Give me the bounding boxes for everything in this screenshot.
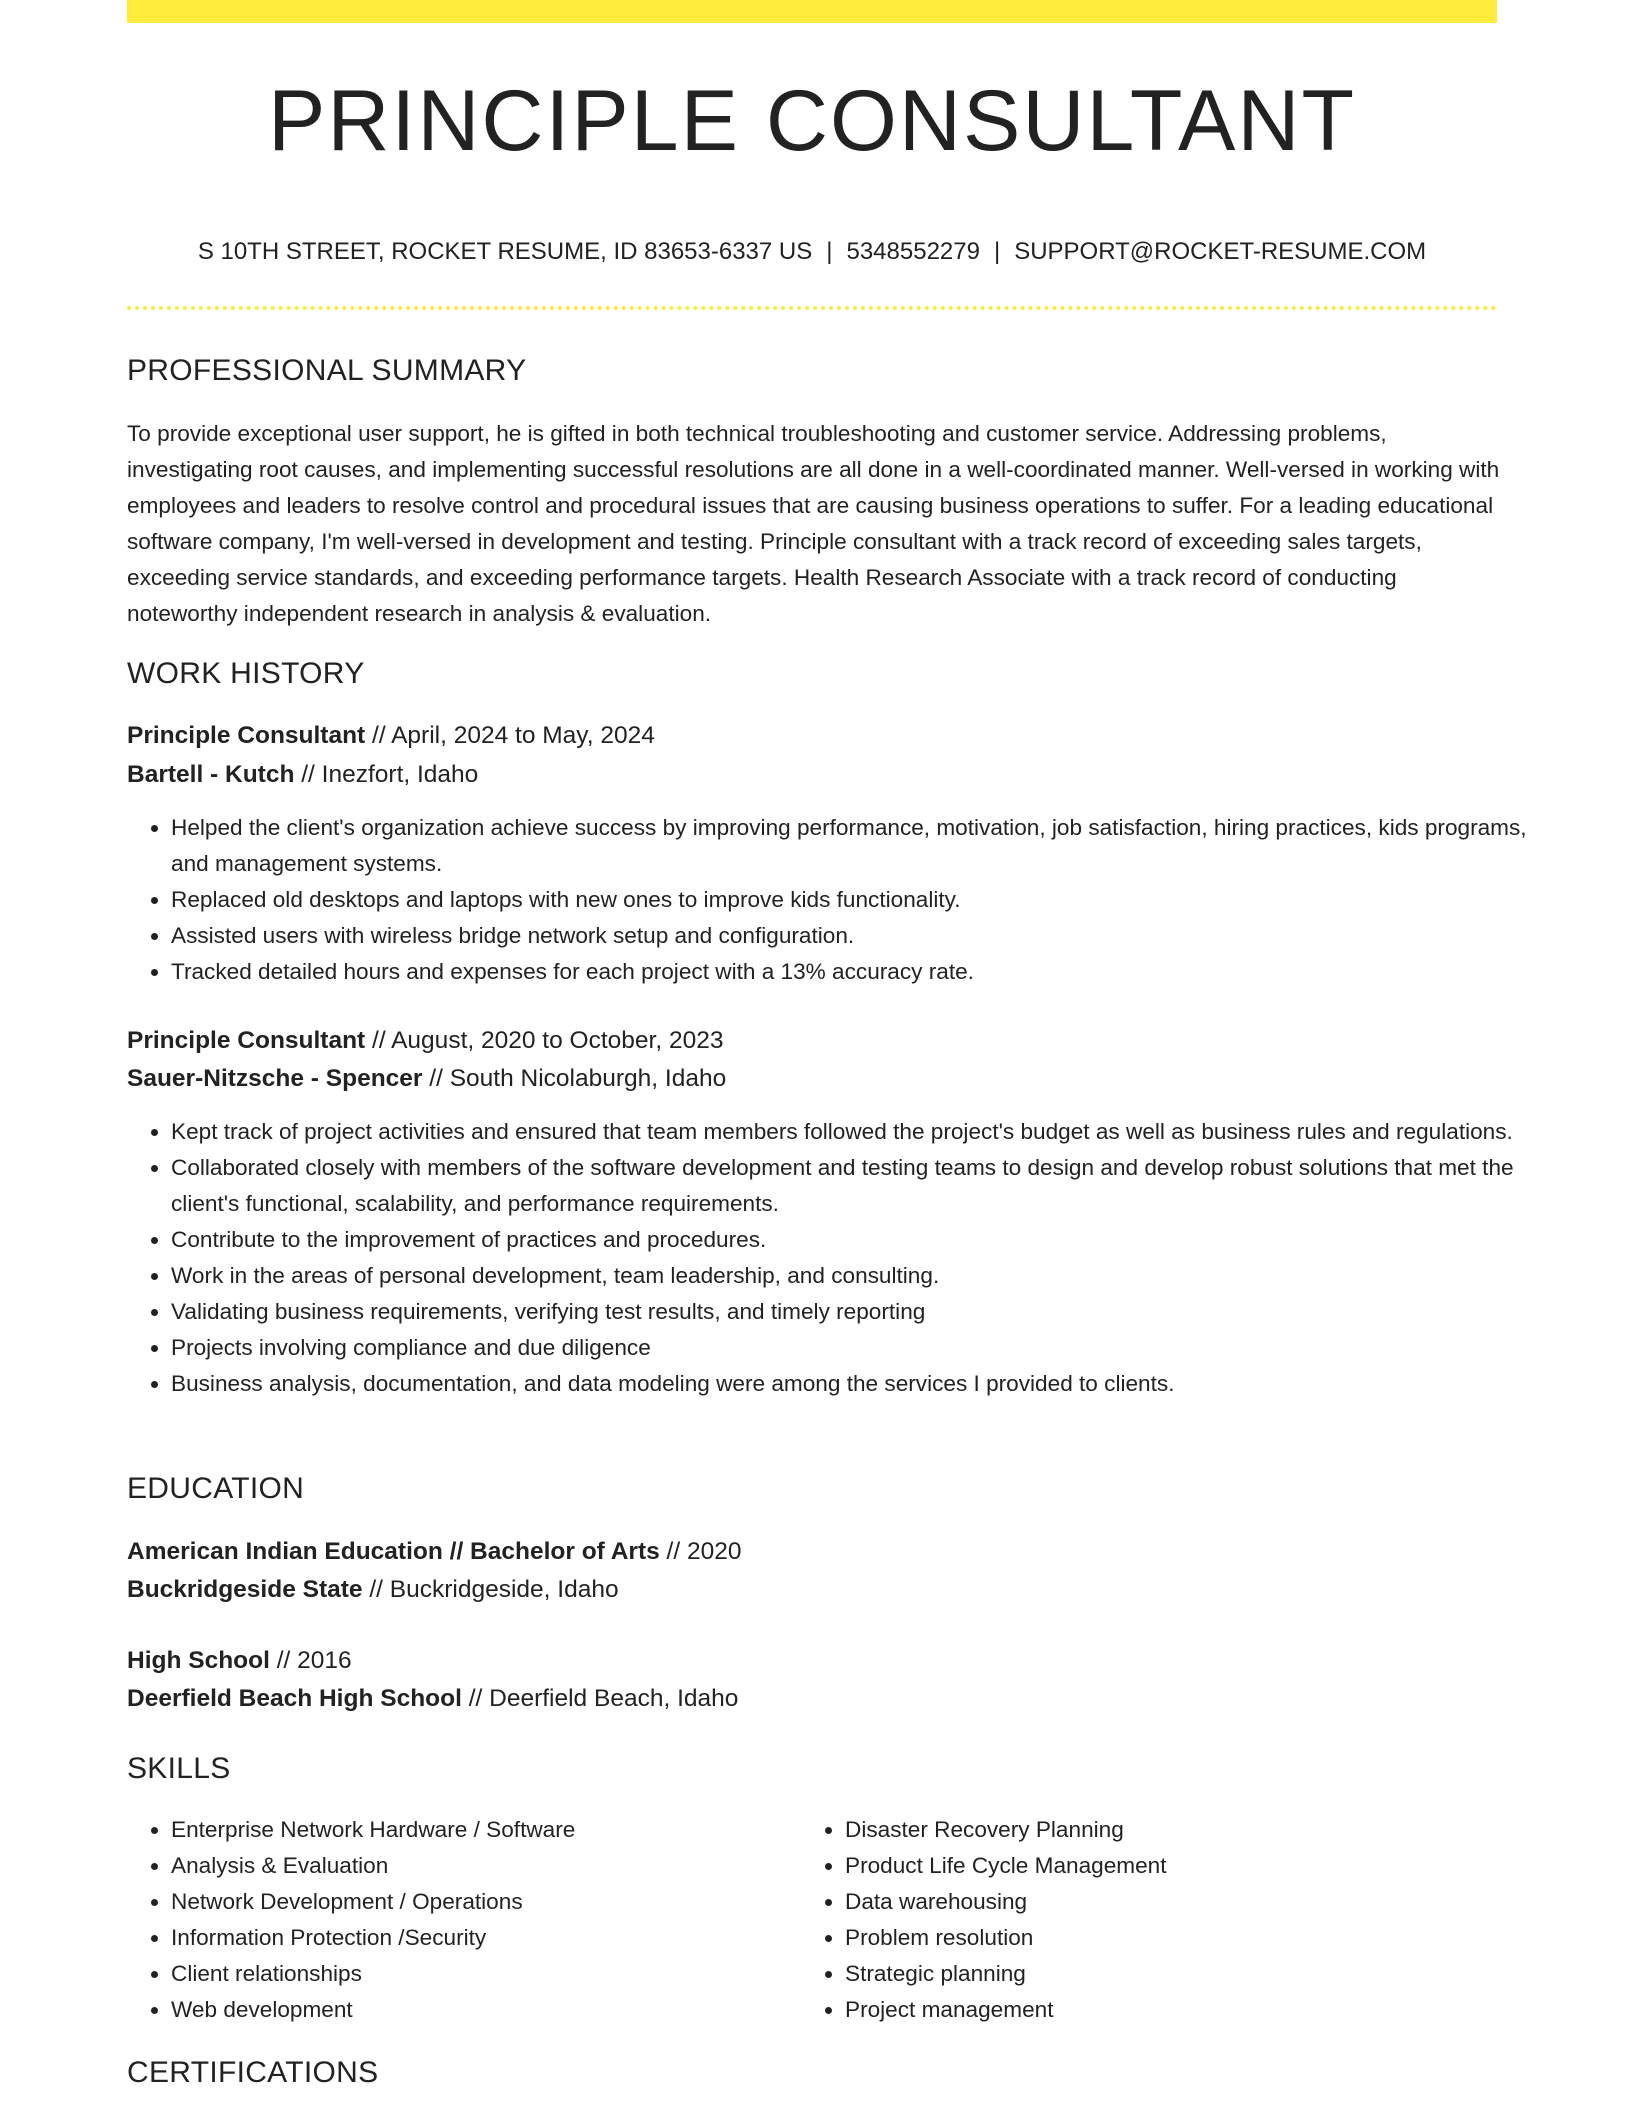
list-item: • Enterprise Network Hardware / Software: [171, 1812, 791, 1848]
job-dates: // April, 2024 to May, 2024: [365, 722, 655, 749]
list-item: • Projects involving compliance and due diligence: [171, 1330, 1536, 1366]
education-school: Buckridgeside State: [127, 1576, 363, 1603]
education-degree: American Indian Education // Bachelor of Arts: [127, 1538, 660, 1565]
list-item: • Validating business requirements, verifying test results, and timely reporting: [171, 1294, 1536, 1330]
contact-separator: |: [993, 238, 1001, 265]
list-item: • Contribute to the improvement of practices and procedures.: [171, 1222, 1536, 1258]
list-item: • Disaster Recovery Planning: [845, 1812, 1485, 1848]
education-location: // Buckridgeside, Idaho: [362, 1576, 619, 1603]
job-bullets: [127, 810, 1536, 990]
list-item: • Work in the areas of personal development, team leadership, and consulting.: [171, 1258, 1536, 1294]
list-item: • Business analysis, documentation, and data modeling were among the services I provided to clients.: [171, 1366, 1536, 1402]
list-item: • Analysis & Evaluation: [171, 1848, 791, 1884]
job-role: Principle Consultant: [127, 1027, 366, 1054]
section-title-certifications: CERTIFICATIONS: [127, 2056, 379, 2089]
job-bullets: [127, 1114, 1536, 1402]
list-item: • Data warehousing: [845, 1884, 1485, 1920]
contact-address: S 10TH STREET, ROCKET RESUME, ID 83653-6337 US: [197, 238, 813, 265]
list-item: • Web development: [171, 1992, 791, 2028]
list-item: • Kept track of project activities and ensured that team members followed the project's budget as well as business rules and regulations.: [171, 1114, 1536, 1150]
job-company-line: [127, 761, 478, 789]
contact-separator: |: [826, 238, 833, 265]
education-degree-line: [127, 1647, 352, 1675]
education-school: Deerfield Beach High School: [127, 1685, 462, 1712]
section-title-education: EDUCATION: [127, 1472, 305, 1505]
contact-line: [127, 238, 1497, 266]
skills-list-right: [801, 1812, 1485, 2028]
job-title-line: [127, 1027, 723, 1055]
job-role: Principle Consultant: [127, 722, 366, 749]
education-degree: High School: [127, 1647, 270, 1674]
section-title-summary: PROFESSIONAL SUMMARY: [127, 354, 527, 387]
skills-list-left: [127, 1812, 791, 2028]
job-location: // South Nicolaburgh, Idaho: [422, 1065, 727, 1092]
resume-name-heading: PRINCIPLE CONSULTANT: [267, 73, 1357, 169]
education-location: // Deerfield Beach, Idaho: [461, 1685, 739, 1712]
list-item: • Strategic planning: [845, 1956, 1485, 1992]
summary-text: To provide exceptional user support, he is gifted in both technical troubleshooting and customer service. Addressing problems, investigating root causes, and implementing successful resolutions are all done in a well-coordinated manner. Well-versed in working with employees and leaders to resolve control and procedural issues that are causing business operations to suffer. For a leading educational software company, I'm well-versed in development and testing. Principle consultant with a track record of exceeding sales targets, exceeding service standards, and exceeding performance targets. Health Research Associate with a track record of conducting noteworthy independent research in analysis & evaluation.: [127, 421, 1500, 626]
job-company: Sauer-Nitzsche - Spencer: [127, 1065, 423, 1092]
job-location: // Inezfort, Idaho: [294, 761, 479, 788]
list-item: • Network Development / Operations: [171, 1884, 791, 1920]
education-degree-line: [127, 1538, 741, 1566]
list-item: • Replaced old desktops and laptops with new ones to improve kids functionality.: [171, 882, 1536, 918]
contact-phone: 5348552279: [846, 238, 980, 265]
list-item: • Helped the client's organization achieve success by improving performance, motivation, job satisfaction, hiring practices, kids programs, and management systems.: [171, 810, 1536, 882]
job-company: Bartell - Kutch: [127, 761, 295, 788]
contact-email: SUPPORT@ROCKET-RESUME.COM: [1014, 238, 1427, 265]
education-school-line: [127, 1685, 738, 1713]
education-school-line: [127, 1576, 619, 1604]
job-company-line: [127, 1065, 726, 1093]
job-dates: // August, 2020 to October, 2023: [365, 1027, 724, 1054]
education-year: // 2016: [269, 1647, 352, 1674]
section-title-work-history: WORK HISTORY: [127, 657, 365, 690]
list-item: • Assisted users with wireless bridge network setup and configuration.: [171, 918, 1536, 954]
dotted-divider: [127, 306, 1497, 310]
list-item: • Collaborated closely with members of the software development and testing teams to design and develop robust solutions that met the client's functional, scalability, and performance requirements.: [171, 1150, 1536, 1222]
list-item: • Problem resolution: [845, 1920, 1485, 1956]
job-title-line: [127, 722, 655, 750]
section-title-skills: SKILLS: [127, 1752, 231, 1785]
list-item: • Information Protection /Security: [171, 1920, 791, 1956]
accent-bar: [127, 0, 1497, 23]
list-item: • Client relationships: [171, 1956, 791, 1992]
education-year: // 2020: [659, 1538, 742, 1565]
list-item: • Project management: [845, 1992, 1485, 2028]
list-item: • Product Life Cycle Management: [845, 1848, 1485, 1884]
list-item: • Tracked detailed hours and expenses for each project with a 13% accuracy rate.: [171, 954, 1536, 990]
